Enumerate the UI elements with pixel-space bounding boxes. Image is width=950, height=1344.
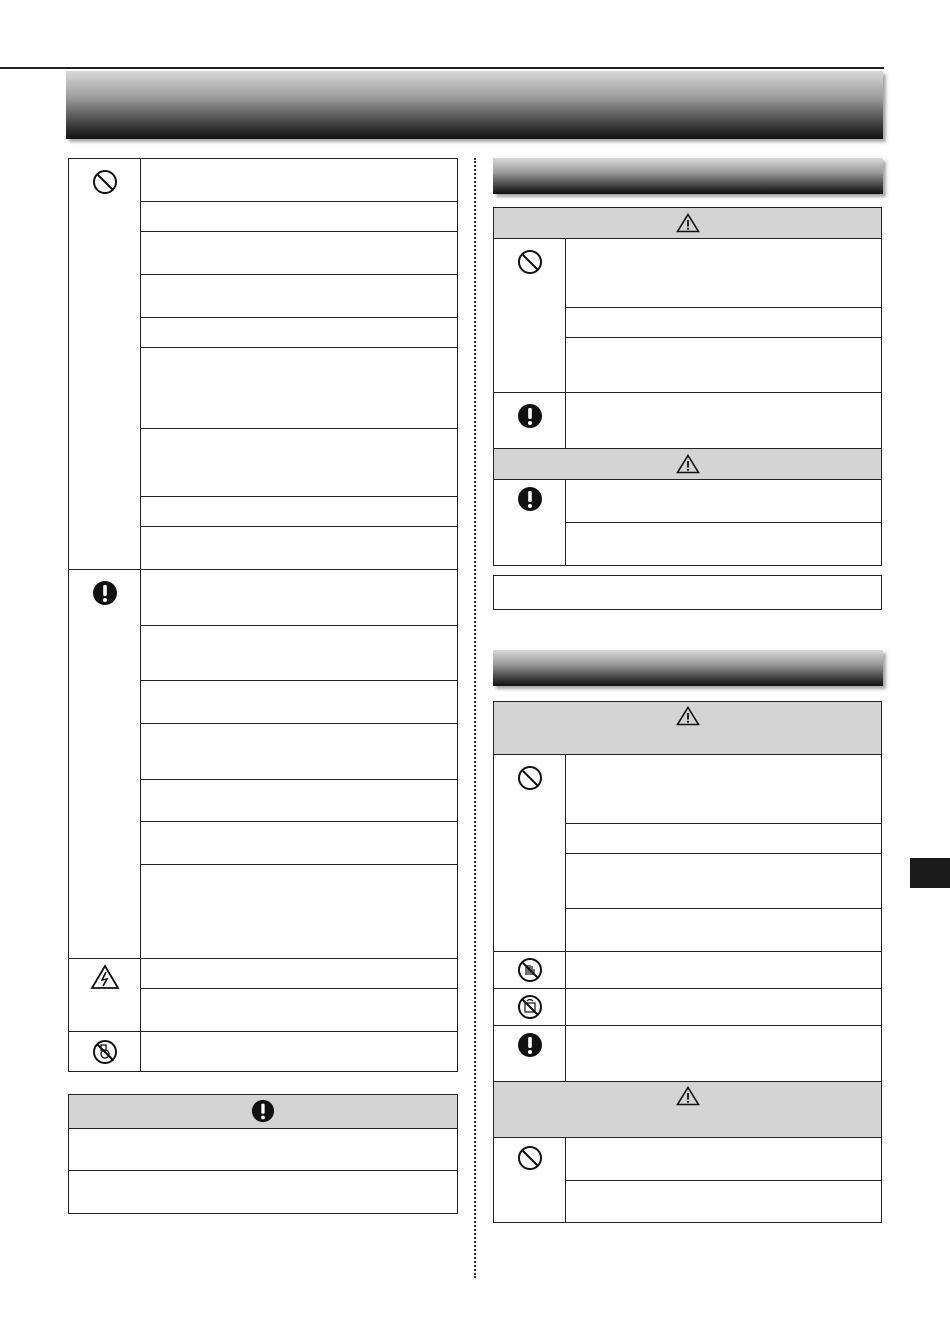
text-row	[566, 1138, 882, 1181]
text-row	[141, 681, 458, 724]
text-row	[566, 523, 882, 566]
text-row	[141, 429, 458, 497]
text-row	[566, 755, 882, 824]
text-row	[566, 824, 882, 854]
text-row	[141, 348, 458, 429]
text-row	[141, 232, 458, 275]
warning-header	[494, 702, 882, 755]
text-row	[566, 909, 882, 952]
mandatory-cell	[494, 1026, 566, 1082]
text-row	[566, 239, 882, 308]
mandatory-action-icon	[251, 1099, 275, 1123]
do-not-touch-wet-hands-icon	[517, 957, 543, 983]
caution-header	[494, 1082, 882, 1138]
text-row	[566, 1181, 882, 1223]
text-row	[141, 822, 458, 865]
electric-shock-cell	[69, 959, 141, 1032]
mandatory-action-icon	[517, 486, 543, 512]
text-row	[141, 318, 458, 348]
prohibited-icon	[517, 765, 543, 791]
warning-triangle-icon	[676, 706, 700, 726]
warning-triangle-icon	[676, 1086, 700, 1106]
do-not-wash-icon	[517, 994, 543, 1020]
top-rule	[0, 67, 884, 69]
text-row	[141, 497, 458, 527]
right-note-box	[493, 575, 882, 610]
section-banner	[493, 650, 883, 686]
prohibited-cell	[69, 159, 141, 570]
warning-header	[494, 208, 882, 239]
warning-triangle-icon	[676, 454, 700, 474]
text-row	[566, 952, 882, 989]
right-safety-table-2	[493, 701, 882, 1223]
text-row	[69, 1129, 458, 1171]
text-row	[141, 527, 458, 570]
mandatory-action-icon	[517, 403, 543, 429]
prohibited-icon	[517, 249, 543, 275]
do-not-touch-wet-cell	[494, 952, 566, 989]
do-not-wash-cell	[494, 989, 566, 1026]
do-not-touch-fan-cell	[69, 1032, 141, 1072]
section-title-banner	[66, 71, 883, 139]
text-row	[141, 626, 458, 681]
prohibited-cell	[494, 239, 566, 393]
text-row	[141, 959, 458, 989]
text-row	[141, 724, 458, 780]
text-row	[141, 1032, 458, 1072]
electric-shock-icon	[90, 964, 120, 990]
text-row	[566, 1026, 882, 1082]
prohibited-cell	[494, 755, 566, 952]
prohibited-cell	[494, 1138, 566, 1223]
prohibited-icon	[517, 1145, 543, 1171]
text-row	[566, 338, 882, 393]
column-divider	[474, 158, 476, 1278]
text-row	[141, 570, 458, 626]
caution-header	[494, 449, 882, 480]
text-row	[141, 865, 458, 959]
left-note-table	[68, 1094, 458, 1214]
chapter-tab	[910, 858, 950, 888]
text-row	[141, 275, 458, 318]
text-row	[141, 780, 458, 822]
section-banner	[493, 158, 883, 194]
text-row	[566, 480, 882, 523]
text-row	[566, 308, 882, 338]
mandatory-action-icon	[92, 580, 118, 606]
mandatory-cell	[494, 480, 566, 566]
prohibited-icon	[92, 169, 118, 195]
text-row	[141, 202, 458, 232]
text-row	[494, 576, 882, 610]
mandatory-cell	[494, 393, 566, 449]
text-row	[566, 989, 882, 1026]
text-row	[69, 1171, 458, 1214]
text-row	[141, 159, 458, 202]
warning-triangle-icon	[676, 213, 700, 233]
left-safety-table	[68, 158, 458, 1072]
right-safety-table-1	[493, 207, 882, 566]
note-header	[69, 1095, 458, 1129]
text-row	[566, 854, 882, 909]
mandatory-action-icon	[517, 1032, 543, 1058]
mandatory-cell	[69, 570, 141, 959]
text-row	[141, 989, 458, 1032]
text-row	[566, 393, 882, 449]
do-not-touch-fan-icon	[92, 1039, 118, 1065]
